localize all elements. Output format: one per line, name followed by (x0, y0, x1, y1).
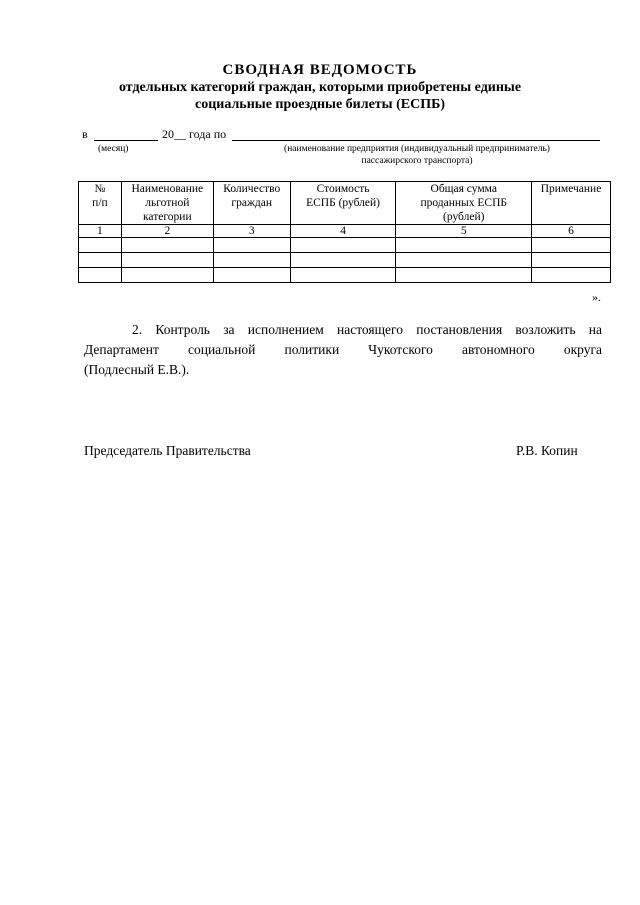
header-cell-total: Общая сумма проданных ЕСПБ (рублей) (396, 182, 532, 225)
control-paragraph (84, 320, 602, 380)
organization-caption-line2: пассажирского транспорта) (361, 156, 473, 166)
paragraph-line: Департамент социальной политики Чукотского автономного округа (84, 342, 602, 357)
table-row (79, 238, 611, 253)
period-prefix: в (82, 127, 88, 141)
header-cell-count: Количество граждан (213, 182, 290, 225)
table-row (79, 268, 611, 283)
header-cell-cost: Стоимость ЕСПБ (рублей) (290, 182, 396, 225)
table-number-row (79, 225, 611, 238)
header-cell-note: Примечание (532, 182, 611, 225)
table-row (79, 253, 611, 268)
document-subtitle-line1: отдельных категорий граждан, которыми приобретены единые (118, 80, 522, 95)
signatory-position: Председатель Правительства (84, 443, 251, 458)
header-cell-number: № п/п (79, 182, 122, 225)
table-header-row (79, 182, 611, 225)
number-cell: 5 (396, 225, 532, 238)
month-caption: (месяц) (98, 144, 129, 154)
number-cell: 6 (532, 225, 611, 238)
document-subtitle-line2: социальные проездные билеты (ЕСПБ) (194, 97, 446, 112)
closing-quote: ». (592, 290, 601, 304)
paragraph-line: 2. Контроль за исполнением настоящего постановления возложить на (132, 322, 602, 337)
signatory-name: Р.В. Копин (516, 443, 578, 458)
number-cell: 2 (121, 225, 213, 238)
number-cell: 3 (213, 225, 290, 238)
summary-table (78, 181, 611, 283)
header-cell-category: Наименование льготной категории (121, 182, 213, 225)
period-fill-line (82, 127, 602, 143)
month-blank (94, 140, 158, 141)
organization-blank (232, 140, 600, 141)
number-cell: 1 (79, 225, 122, 238)
paragraph-line: (Подлесный Е.В.). (84, 362, 190, 377)
year-text: 20__ года по (162, 127, 227, 141)
document-title: СВОДНАЯ ВЕДОМОСТЬ (222, 62, 418, 78)
number-cell: 4 (290, 225, 396, 238)
organization-caption-line1: (наименование предприятия (индивидуальный предприниматель) (284, 144, 550, 154)
